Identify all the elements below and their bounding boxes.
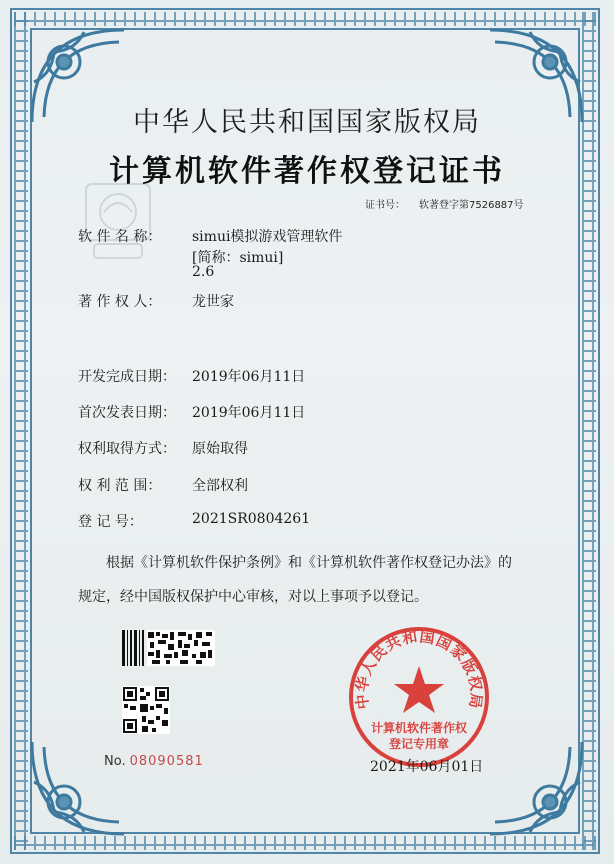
first-publish-date-value: 2019年06月11日 <box>192 405 306 421</box>
seal-arc-text: 中华人民共和国国家版权局 <box>352 627 486 711</box>
seal-line-1: 计算机软件著作权 <box>370 721 468 735</box>
official-seal <box>344 622 494 772</box>
field-label: 开发完成日期： <box>78 369 176 385</box>
field-label: 权利取得方式： <box>78 441 176 457</box>
field-copyright-owner <box>78 291 234 311</box>
software-abbrev-value: [简称：simui] <box>192 250 284 266</box>
issuer-title: 中华人民共和国国家版权局 <box>133 107 481 138</box>
field-registration-number <box>78 511 311 531</box>
field-software-abbrev <box>78 247 284 266</box>
statement-paragraph <box>78 546 546 614</box>
dev-completion-date-value: 2019年06月11日 <box>192 369 306 385</box>
serial-value: 08090581 <box>129 754 204 769</box>
copyright-owner-value: 龙世家 <box>192 294 234 310</box>
serial-number <box>104 754 204 769</box>
seal-line-2: 登记专用章 <box>388 737 450 751</box>
serial-prefix: No. <box>104 754 126 769</box>
field-label: 首次发表日期： <box>78 405 176 421</box>
field-rights-scope <box>78 475 248 495</box>
field-software-version <box>78 264 215 280</box>
field-software-name <box>78 226 343 246</box>
certificate-number-label: 证书号： <box>365 200 405 211</box>
field-label: 登 记 号： <box>78 514 143 530</box>
certificate-title: 计算机软件著作权登记证书 <box>109 154 505 189</box>
statement-line-2: 规定，经中国版权保护中心审核，对以上事项予以登记。 <box>78 589 428 605</box>
qr-code-icon <box>122 686 170 734</box>
issue-date: 2021年06月01日 <box>370 759 484 775</box>
corner-ornament-bottom-left <box>24 732 134 842</box>
statement-line-1: 根据《计算机软件保护条例》和《计算机软件著作权登记办法》的 <box>106 555 512 571</box>
software-name-value: simui模拟游戏管理软件 <box>192 229 343 245</box>
field-label: 权 利 范 围： <box>78 478 162 494</box>
field-first-publish-date <box>78 402 306 422</box>
field-acquisition-method <box>78 438 248 458</box>
seal-star-icon <box>394 666 444 713</box>
certificate-number <box>365 196 524 211</box>
field-label: 软 件 名 称： <box>78 229 162 245</box>
rights-scope-value: 全部权利 <box>192 478 248 494</box>
field-label: 著 作 权 人： <box>78 294 162 310</box>
barcode-icon <box>122 630 218 666</box>
software-version-value: 2.6 <box>192 264 215 280</box>
acquisition-method-value: 原始取得 <box>192 441 248 457</box>
registration-number-value: 2021SR0804261 <box>192 511 311 527</box>
certificate-number-value: 软著登字第7526887号 <box>419 200 524 211</box>
corner-ornament-bottom-right <box>480 732 590 842</box>
field-dev-completion-date <box>78 366 306 386</box>
